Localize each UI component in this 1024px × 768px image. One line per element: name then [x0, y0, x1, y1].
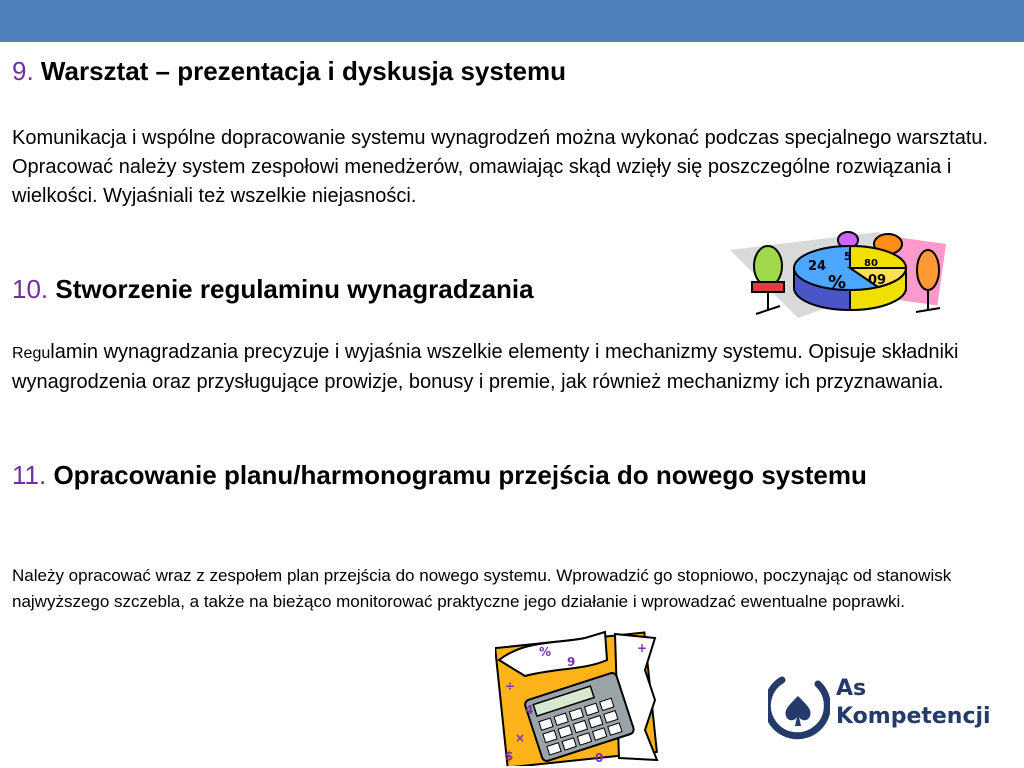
section-11-heading: [12, 458, 1012, 493]
section-11-number: 11.: [12, 460, 47, 490]
section-10-number: 10.: [12, 274, 49, 304]
table-label-09: 09: [868, 273, 887, 288]
section-10-heading: [12, 274, 534, 305]
section-10-title: Stworzenie regulaminu wynagradzania: [55, 274, 534, 304]
section-11-title: Opracowanie planu/harmonogramu przejścia do nowego systemu: [53, 460, 867, 490]
top-bar: [0, 0, 1024, 42]
section-9-heading: [12, 56, 566, 87]
logo-line-1: As: [836, 676, 867, 701]
table-label-percent: %: [828, 272, 847, 293]
calc-symbol-plus: +: [637, 641, 648, 655]
as-kompetencji-logo: [768, 672, 998, 744]
section-10-body: [12, 338, 1002, 397]
calc-symbol-percent: %: [539, 645, 552, 659]
calc-symbol-0: 0: [595, 751, 604, 765]
calc-symbol-times: ×: [515, 731, 526, 745]
meeting-table-clipart: [728, 226, 946, 322]
table-label-80: 80: [864, 258, 878, 269]
table-label-24: 24: [808, 259, 827, 274]
section-11-body: Należy opracować wraz z zespołem plan przejścia do nowego systemu. Wprowadzić go stopniowo, poczynając od stanowisk najwyższego szczebla, a także na bieżąco monitorować praktyczne jego działanie i wprowadzać ewentualne poprawki.: [12, 566, 952, 611]
calculator-clipart: [495, 630, 663, 766]
table-label-5: 5: [844, 250, 852, 263]
logo-line-2: Kompetencji: [836, 704, 991, 729]
section-10-body-prefix: Regu: [12, 345, 51, 362]
section-9-title: Warsztat – prezentacja i dyskusja systemu: [40, 56, 566, 86]
calc-symbol-4: 4: [525, 703, 534, 717]
section-9-number: 9.: [12, 56, 34, 86]
logo-mark-icon: [768, 674, 830, 742]
calc-symbol-dollar: $: [505, 749, 514, 763]
calc-symbol-9: 9: [567, 655, 576, 669]
section-9-body: Komunikacja i wspólne dopracowanie systemu wynagrodzeń można wykonać podczas specjalnego warsztatu. Opracować należy system zespołowi menedżerów, omawiając skąd wzięły się poszczególne rozwiązania i wielkości. Wyjaśniali też wszelkie niejasności.: [12, 127, 989, 207]
section-10-body-text: lamin wynagradzania precyzuje i wyjaśnia wszelkie elementy i mechanizmy systemu. Opisuje składniki wynagrodzenia oraz przysługujące prowizje, bonusy i premie, jak również mechanizmy ich przyznawania.: [12, 341, 959, 393]
calc-symbol-divide: ÷: [505, 679, 516, 693]
